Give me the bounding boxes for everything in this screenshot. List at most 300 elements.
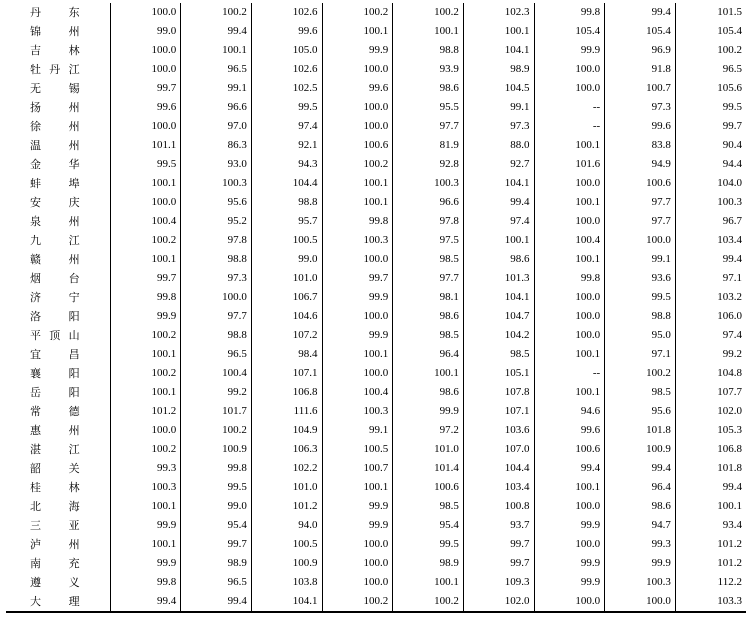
index-value-cell: 96.7 xyxy=(675,212,746,231)
index-value-cell: 105.4 xyxy=(675,22,746,41)
city-name-cell: 南 充 xyxy=(30,557,80,570)
index-value-cell: 100.1 xyxy=(110,383,181,402)
index-value-cell: 104.6 xyxy=(251,307,322,326)
table-row xyxy=(6,288,746,307)
index-value-cell: 100.1 xyxy=(110,497,181,516)
city-name-cell: 韶 关 xyxy=(30,462,80,475)
index-value-cell: 104.0 xyxy=(675,174,746,193)
index-value-cell: 103.4 xyxy=(463,478,534,497)
index-value-cell: 94.0 xyxy=(251,516,322,535)
index-value-cell: 100.1 xyxy=(110,535,181,554)
index-value-cell: 102.0 xyxy=(675,402,746,421)
index-value-cell: 95.6 xyxy=(605,402,676,421)
index-value-cell: 99.9 xyxy=(393,402,464,421)
table-body xyxy=(6,3,746,612)
index-value-cell: 100.0 xyxy=(181,288,252,307)
index-value-cell: 99.9 xyxy=(110,554,181,573)
index-value-cell: 98.5 xyxy=(463,345,534,364)
index-value-cell: 100.1 xyxy=(534,383,605,402)
table-row xyxy=(6,592,746,612)
index-value-cell: 99.9 xyxy=(322,516,393,535)
index-value-cell: 98.6 xyxy=(605,497,676,516)
index-value-cell: 100.3 xyxy=(393,174,464,193)
index-value-cell: 93.4 xyxy=(675,516,746,535)
index-value-cell: 100.0 xyxy=(110,3,181,22)
index-value-cell: 100.0 xyxy=(534,307,605,326)
index-value-cell: 104.2 xyxy=(463,326,534,345)
index-value-cell: 99.8 xyxy=(110,573,181,592)
index-value-cell: 90.4 xyxy=(675,136,746,155)
index-value-cell: 100.6 xyxy=(393,478,464,497)
city-name-cell: 丹 东 xyxy=(30,6,80,19)
index-value-cell: 105.6 xyxy=(675,79,746,98)
index-value-cell: 100.0 xyxy=(534,79,605,98)
index-value-cell: 97.3 xyxy=(181,269,252,288)
index-value-cell: 99.4 xyxy=(675,250,746,269)
index-value-cell: 100.0 xyxy=(322,60,393,79)
index-value-cell: 99.8 xyxy=(181,459,252,478)
index-value-cell: 99.1 xyxy=(605,250,676,269)
table-row xyxy=(6,497,746,516)
index-value-cell: 100.1 xyxy=(181,41,252,60)
index-value-cell: 100.0 xyxy=(534,288,605,307)
index-value-cell: 93.0 xyxy=(181,155,252,174)
index-value-cell: 94.7 xyxy=(605,516,676,535)
index-value-cell: 100.2 xyxy=(322,3,393,22)
index-value-cell: 102.6 xyxy=(251,3,322,22)
index-value-cell: 105.4 xyxy=(534,22,605,41)
index-value-cell: 99.0 xyxy=(251,250,322,269)
index-value-cell: 96.5 xyxy=(675,60,746,79)
city-name-cell: 平顶山 xyxy=(30,329,80,342)
index-value-cell: 100.3 xyxy=(110,478,181,497)
index-value-cell: 100.9 xyxy=(605,440,676,459)
index-value-cell: 100.2 xyxy=(110,364,181,383)
table-row xyxy=(6,212,746,231)
city-name-cell: 泸 州 xyxy=(30,538,80,551)
index-value-cell: 100.2 xyxy=(605,364,676,383)
index-value-cell: 100.1 xyxy=(110,250,181,269)
table-row xyxy=(6,98,746,117)
index-value-cell: 99.9 xyxy=(534,516,605,535)
index-value-cell: 94.3 xyxy=(251,155,322,174)
index-value-cell: 100.4 xyxy=(534,231,605,250)
index-value-cell: 101.2 xyxy=(110,402,181,421)
index-value-cell: 101.2 xyxy=(675,554,746,573)
index-value-cell: 104.1 xyxy=(463,288,534,307)
table-row xyxy=(6,193,746,212)
index-value-cell: 99.6 xyxy=(605,117,676,136)
index-value-cell: 99.4 xyxy=(534,459,605,478)
index-value-cell: 100.2 xyxy=(393,592,464,612)
index-value-cell: 100.0 xyxy=(534,212,605,231)
index-value-cell: 97.1 xyxy=(675,269,746,288)
index-value-cell: 97.3 xyxy=(605,98,676,117)
index-value-cell: 100.1 xyxy=(463,231,534,250)
table-row xyxy=(6,307,746,326)
index-value-cell: 99.1 xyxy=(181,79,252,98)
index-value-cell: 88.0 xyxy=(463,136,534,155)
index-value-cell: 100.1 xyxy=(322,478,393,497)
index-value-cell: 100.1 xyxy=(393,364,464,383)
index-value-cell: 99.4 xyxy=(463,193,534,212)
index-value-cell: 96.5 xyxy=(181,345,252,364)
index-value-cell: 98.8 xyxy=(181,326,252,345)
index-value-cell: 99.6 xyxy=(322,79,393,98)
table-row xyxy=(6,440,746,459)
city-name-cell: 温 州 xyxy=(30,139,80,152)
table-row xyxy=(6,136,746,155)
index-value-cell: 99.9 xyxy=(322,326,393,345)
index-value-cell: 100.1 xyxy=(534,345,605,364)
index-value-cell: 100.2 xyxy=(322,592,393,612)
index-value-cell: 100.2 xyxy=(393,3,464,22)
index-value-cell: 98.6 xyxy=(463,250,534,269)
index-value-cell: 91.8 xyxy=(605,60,676,79)
index-value-cell: 99.2 xyxy=(181,383,252,402)
index-value-cell: 100.3 xyxy=(605,573,676,592)
index-value-cell: 99.4 xyxy=(605,459,676,478)
index-value-cell: 104.1 xyxy=(463,41,534,60)
index-value-cell: 103.3 xyxy=(675,592,746,612)
index-value-cell: 101.2 xyxy=(675,535,746,554)
index-value-cell: 103.4 xyxy=(675,231,746,250)
city-name-cell: 金 华 xyxy=(30,158,80,171)
index-value-cell: 101.0 xyxy=(393,440,464,459)
index-value-cell: 99.7 xyxy=(463,554,534,573)
index-value-cell: 99.1 xyxy=(463,98,534,117)
index-value-cell: 98.5 xyxy=(393,326,464,345)
index-value-cell: 97.4 xyxy=(675,326,746,345)
index-value-cell: 95.5 xyxy=(393,98,464,117)
index-value-cell: 97.5 xyxy=(393,231,464,250)
index-value-cell: 101.3 xyxy=(463,269,534,288)
index-value-cell: 105.4 xyxy=(605,22,676,41)
city-name-cell: 烟 台 xyxy=(30,272,80,285)
index-value-cell: 106.7 xyxy=(251,288,322,307)
index-value-cell: 96.5 xyxy=(181,573,252,592)
index-value-cell: 99.1 xyxy=(322,421,393,440)
index-value-cell: 100.2 xyxy=(181,3,252,22)
index-value-cell: 106.8 xyxy=(251,383,322,402)
index-value-cell: 100.5 xyxy=(251,231,322,250)
table-row xyxy=(6,231,746,250)
index-value-cell: 99.9 xyxy=(534,41,605,60)
index-value-cell: 92.8 xyxy=(393,155,464,174)
index-value-cell: 100.1 xyxy=(393,573,464,592)
index-value-cell: 100.1 xyxy=(463,22,534,41)
index-value-cell: 105.3 xyxy=(675,421,746,440)
table-row xyxy=(6,402,746,421)
index-value-cell: 100.1 xyxy=(322,345,393,364)
index-value-cell: 100.0 xyxy=(534,174,605,193)
index-value-cell: 103.8 xyxy=(251,573,322,592)
index-value-cell: 100.5 xyxy=(322,440,393,459)
index-value-cell: 97.1 xyxy=(605,345,676,364)
index-value-cell: 100.4 xyxy=(181,364,252,383)
index-value-cell: 92.7 xyxy=(463,155,534,174)
index-value-cell: 100.0 xyxy=(110,117,181,136)
index-value-cell: 104.5 xyxy=(463,79,534,98)
index-value-cell: 100.0 xyxy=(322,117,393,136)
index-value-cell: 105.1 xyxy=(463,364,534,383)
index-value-cell: 96.9 xyxy=(605,41,676,60)
index-value-cell: 95.4 xyxy=(181,516,252,535)
index-value-cell: 97.8 xyxy=(181,231,252,250)
table-row xyxy=(6,345,746,364)
index-value-cell: 100.0 xyxy=(322,573,393,592)
index-value-cell: 97.7 xyxy=(605,193,676,212)
index-value-cell: 100.0 xyxy=(534,592,605,612)
index-value-cell: 100.5 xyxy=(251,535,322,554)
city-name-cell: 岳 阳 xyxy=(30,386,80,399)
city-name-cell: 吉 林 xyxy=(30,44,80,57)
index-value-cell: 102.0 xyxy=(463,592,534,612)
index-value-cell: 106.8 xyxy=(675,440,746,459)
index-value-cell: 100.9 xyxy=(181,440,252,459)
index-value-cell: 99.9 xyxy=(322,497,393,516)
index-value-cell: 104.9 xyxy=(251,421,322,440)
index-value-cell: 100.1 xyxy=(322,193,393,212)
index-value-cell: 100.4 xyxy=(322,383,393,402)
index-value-cell: 99.4 xyxy=(605,3,676,22)
index-value-cell: 98.1 xyxy=(393,288,464,307)
index-value-cell: 101.1 xyxy=(110,136,181,155)
index-value-cell: 100.8 xyxy=(463,497,534,516)
index-value-cell: 101.0 xyxy=(251,269,322,288)
index-value-cell: 95.2 xyxy=(181,212,252,231)
city-name-cell: 桂 林 xyxy=(30,481,80,494)
index-value-cell: 83.8 xyxy=(605,136,676,155)
index-value-cell: 99.9 xyxy=(322,41,393,60)
index-value-cell: 107.0 xyxy=(463,440,534,459)
index-value-cell: 99.5 xyxy=(110,155,181,174)
city-name-cell: 襄 阳 xyxy=(30,367,80,380)
index-value-cell: 99.0 xyxy=(110,22,181,41)
index-value-cell: 98.5 xyxy=(393,250,464,269)
table-row xyxy=(6,421,746,440)
index-value-cell: 98.9 xyxy=(393,554,464,573)
index-value-cell: 100.3 xyxy=(322,231,393,250)
city-name-cell: 蚌 埠 xyxy=(30,177,80,190)
index-value-cell: 99.4 xyxy=(181,592,252,612)
index-value-cell: 104.4 xyxy=(463,459,534,478)
index-value-cell: 99.4 xyxy=(181,22,252,41)
index-value-cell: 100.0 xyxy=(322,535,393,554)
index-value-cell: 99.7 xyxy=(110,269,181,288)
index-value-cell: 100.0 xyxy=(534,535,605,554)
index-value-cell: 99.5 xyxy=(675,98,746,117)
table-row xyxy=(6,79,746,98)
index-value-cell: 100.3 xyxy=(181,174,252,193)
index-value-cell: 109.3 xyxy=(463,573,534,592)
city-name-cell: 泉 州 xyxy=(30,215,80,228)
index-value-cell: 98.6 xyxy=(393,79,464,98)
index-value-cell: 98.8 xyxy=(251,193,322,212)
index-value-cell: 99.3 xyxy=(605,535,676,554)
index-value-cell: 100.1 xyxy=(322,22,393,41)
index-value-cell: 100.1 xyxy=(393,22,464,41)
table-row xyxy=(6,459,746,478)
index-value-cell: 100.2 xyxy=(110,231,181,250)
index-value-cell: 93.7 xyxy=(463,516,534,535)
index-value-cell: 100.1 xyxy=(534,250,605,269)
index-value-cell: 95.7 xyxy=(251,212,322,231)
city-name-cell: 济 宁 xyxy=(30,291,80,304)
index-value-cell: 98.6 xyxy=(393,307,464,326)
index-value-cell: 99.0 xyxy=(181,497,252,516)
index-value-cell: 98.6 xyxy=(393,383,464,402)
index-value-cell: 104.1 xyxy=(463,174,534,193)
index-value-cell: 99.9 xyxy=(322,288,393,307)
index-value-cell: 100.1 xyxy=(322,174,393,193)
index-value-cell: 100.0 xyxy=(322,364,393,383)
index-value-cell: 100.3 xyxy=(322,402,393,421)
city-name-cell: 牡丹江 xyxy=(30,63,80,76)
index-value-cell: 100.2 xyxy=(675,41,746,60)
index-value-cell: 107.2 xyxy=(251,326,322,345)
city-name-cell: 安 庆 xyxy=(30,196,80,209)
index-value-cell: 100.1 xyxy=(534,478,605,497)
index-value-cell: 98.8 xyxy=(181,250,252,269)
index-value-cell: 99.7 xyxy=(110,79,181,98)
index-value-cell: 98.9 xyxy=(181,554,252,573)
index-value-cell: 96.4 xyxy=(605,478,676,497)
index-value-cell: 103.6 xyxy=(463,421,534,440)
index-value-cell: 101.5 xyxy=(675,3,746,22)
index-value-cell: 100.0 xyxy=(110,421,181,440)
index-value-cell: 102.6 xyxy=(251,60,322,79)
city-name-cell: 惠 州 xyxy=(30,424,80,437)
table-row xyxy=(6,174,746,193)
index-value-cell: 99.8 xyxy=(322,212,393,231)
index-value-cell: 97.2 xyxy=(393,421,464,440)
index-value-cell: 96.6 xyxy=(181,98,252,117)
index-value-cell: 104.1 xyxy=(251,592,322,612)
index-value-cell: 105.0 xyxy=(251,41,322,60)
index-value-cell: 101.8 xyxy=(605,421,676,440)
index-value-cell: 99.9 xyxy=(534,554,605,573)
index-value-cell: 100.2 xyxy=(181,421,252,440)
city-name-cell: 遵 义 xyxy=(30,576,80,589)
index-value-cell: 100.4 xyxy=(110,212,181,231)
city-name-cell: 北 海 xyxy=(30,500,80,513)
table-row xyxy=(6,326,746,345)
index-value-cell: 97.7 xyxy=(393,117,464,136)
index-value-cell: 100.9 xyxy=(251,554,322,573)
table-row xyxy=(6,3,746,22)
index-value-cell: 97.0 xyxy=(181,117,252,136)
city-name-cell: 常 德 xyxy=(30,405,80,418)
table-row xyxy=(6,364,746,383)
index-value-cell: -- xyxy=(534,364,605,383)
index-value-cell: 99.9 xyxy=(534,573,605,592)
index-value-cell: 100.0 xyxy=(110,193,181,212)
index-value-cell: 93.6 xyxy=(605,269,676,288)
index-value-cell: 99.8 xyxy=(534,3,605,22)
index-value-cell: 99.5 xyxy=(181,478,252,497)
index-value-cell: 100.7 xyxy=(322,459,393,478)
index-value-cell: 95.0 xyxy=(605,326,676,345)
index-value-cell: 100.2 xyxy=(110,440,181,459)
index-value-cell: 102.2 xyxy=(251,459,322,478)
index-value-cell: 97.3 xyxy=(463,117,534,136)
index-value-cell: 111.6 xyxy=(251,402,322,421)
index-value-cell: 100.1 xyxy=(534,136,605,155)
table-row xyxy=(6,60,746,79)
index-value-cell: 100.0 xyxy=(605,231,676,250)
table-row xyxy=(6,383,746,402)
index-value-cell: 100.1 xyxy=(110,345,181,364)
index-value-cell: -- xyxy=(534,117,605,136)
table-row xyxy=(6,554,746,573)
city-name-cell: 无 锡 xyxy=(30,82,80,95)
city-name-cell: 徐 州 xyxy=(30,120,80,133)
table-row xyxy=(6,22,746,41)
index-value-cell: 101.2 xyxy=(251,497,322,516)
index-value-cell: 100.3 xyxy=(675,193,746,212)
index-value-cell: 99.5 xyxy=(251,98,322,117)
index-value-cell: 99.5 xyxy=(605,288,676,307)
index-value-cell: 107.1 xyxy=(251,364,322,383)
index-value-cell: 100.0 xyxy=(110,41,181,60)
index-value-cell: 100.0 xyxy=(534,326,605,345)
table-row xyxy=(6,155,746,174)
index-value-cell: 106.3 xyxy=(251,440,322,459)
table-row xyxy=(6,269,746,288)
index-value-cell: 96.6 xyxy=(393,193,464,212)
index-value-cell: 100.0 xyxy=(322,307,393,326)
index-value-cell: 102.5 xyxy=(251,79,322,98)
index-value-cell: 94.4 xyxy=(675,155,746,174)
index-value-cell: 99.6 xyxy=(110,98,181,117)
index-value-cell: 106.0 xyxy=(675,307,746,326)
index-value-cell: 100.6 xyxy=(322,136,393,155)
table-row xyxy=(6,117,746,136)
index-value-cell: 104.7 xyxy=(463,307,534,326)
index-value-cell: 99.9 xyxy=(110,307,181,326)
index-value-cell: 99.9 xyxy=(605,554,676,573)
index-value-cell: 100.0 xyxy=(605,592,676,612)
index-value-cell: 100.0 xyxy=(534,60,605,79)
index-value-cell: 107.7 xyxy=(675,383,746,402)
city-name-cell: 扬 州 xyxy=(30,101,80,114)
city-name-cell: 大 理 xyxy=(6,592,110,612)
index-value-cell: 96.5 xyxy=(181,60,252,79)
index-value-cell: 99.6 xyxy=(251,22,322,41)
index-value-cell: 98.9 xyxy=(463,60,534,79)
index-value-cell: 95.6 xyxy=(181,193,252,212)
index-value-cell: 97.4 xyxy=(463,212,534,231)
index-value-cell: 102.3 xyxy=(463,3,534,22)
table-row xyxy=(6,535,746,554)
index-value-cell: 97.7 xyxy=(605,212,676,231)
index-value-cell: 107.1 xyxy=(463,402,534,421)
index-value-cell: 101.4 xyxy=(393,459,464,478)
index-value-cell: 86.3 xyxy=(181,136,252,155)
index-value-cell: 100.7 xyxy=(605,79,676,98)
index-value-cell: 100.2 xyxy=(110,326,181,345)
index-value-cell: 94.9 xyxy=(605,155,676,174)
index-value-cell: 93.9 xyxy=(393,60,464,79)
index-value-cell: 100.0 xyxy=(534,497,605,516)
price-index-table xyxy=(6,3,746,613)
index-value-cell: 99.7 xyxy=(675,117,746,136)
city-name-cell: 洛 阳 xyxy=(30,310,80,323)
city-name-cell: 三 亚 xyxy=(30,519,80,532)
city-name-cell: 赣 州 xyxy=(30,253,80,266)
index-value-cell: 96.4 xyxy=(393,345,464,364)
